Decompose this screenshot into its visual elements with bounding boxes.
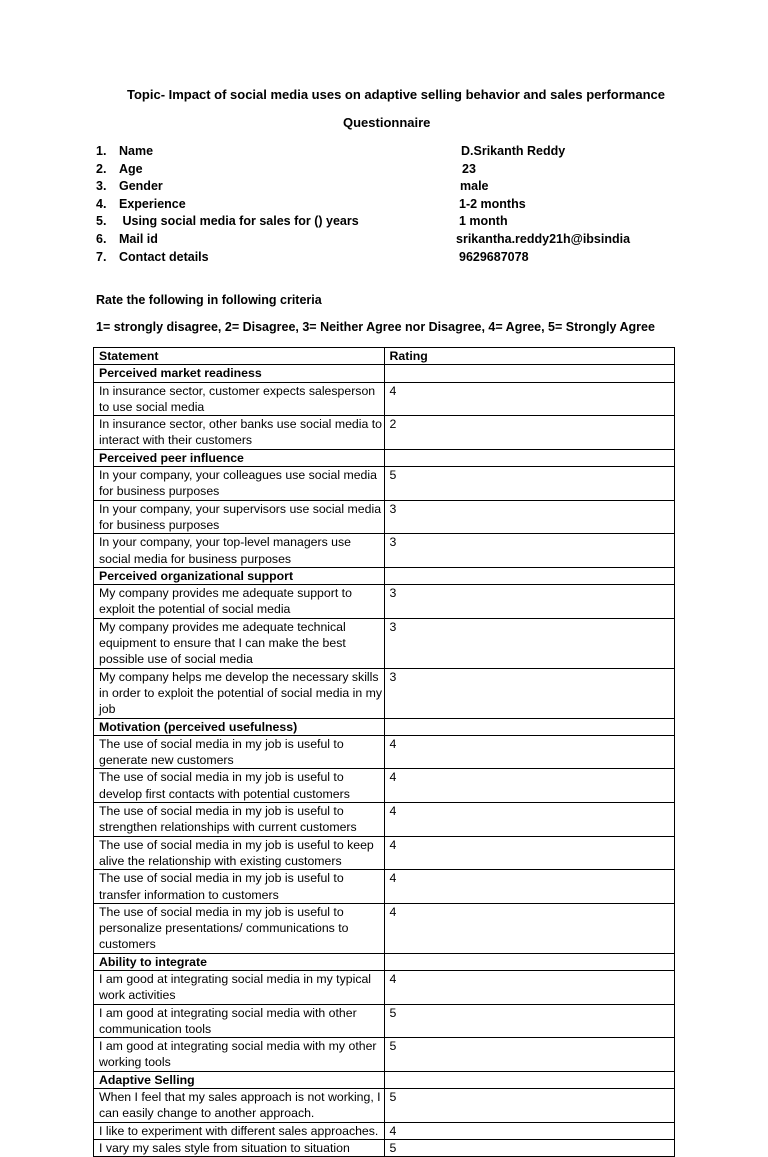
respondent-details — [96, 143, 656, 266]
statement-cell: The use of social media in my job is useful to generate new customers — [94, 735, 385, 769]
table-header-row — [94, 348, 675, 365]
table-row — [94, 870, 675, 904]
table-row — [94, 585, 675, 619]
field-label: Mail id — [119, 231, 158, 246]
section-heading-row — [94, 365, 675, 382]
statement-cell: In your company, your colleagues use social media for business purposes — [94, 467, 385, 501]
table-row — [94, 1004, 675, 1038]
rating-scale-legend: 1= strongly disagree, 2= Disagree, 3= Neither Agree nor Disagree, 4= Agree, 5= Strongly Agree — [96, 320, 655, 334]
statement-cell: The use of social media in my job is useful to strengthen relationships with current customers — [94, 803, 385, 837]
field-label: Contact details — [119, 249, 209, 264]
rating-instruction: Rate the following in following criteria — [96, 293, 322, 307]
field-label: Using social media for sales for () years — [119, 214, 359, 229]
questionnaire-heading: Questionnaire — [343, 115, 431, 130]
statement-cell: I am good at integrating social media in my typical work activities — [94, 970, 385, 1004]
table-row — [94, 836, 675, 870]
respondent-row — [96, 213, 656, 231]
section-heading-row — [94, 953, 675, 970]
rating-cell — [384, 365, 675, 382]
table-row — [94, 735, 675, 769]
rating-cell: 5 — [384, 1004, 675, 1038]
rating-column-header: Rating — [384, 348, 675, 365]
rating-cell: 4 — [384, 1122, 675, 1139]
table-row — [94, 500, 675, 534]
field-label: Experience — [119, 196, 186, 211]
statement-cell: My company helps me develop the necessary skills in order to exploit the potential of social media in my job — [94, 668, 385, 718]
rating-cell: 3 — [384, 534, 675, 568]
survey-table — [93, 347, 675, 1157]
statement-cell: The use of social media in my job is useful to keep alive the relationship with existing customers — [94, 836, 385, 870]
rating-cell: 5 — [384, 1038, 675, 1072]
rating-cell: 4 — [384, 836, 675, 870]
rating-cell: 2 — [384, 416, 675, 450]
table-row — [94, 1122, 675, 1139]
table-row — [94, 803, 675, 837]
section-title: Perceived peer influence — [94, 449, 385, 466]
statement-cell: In insurance sector, other banks use social media to interact with their customers — [94, 416, 385, 450]
statement-cell: When I feel that my sales approach is not working, I can easily change to another approach. — [94, 1089, 385, 1123]
rating-cell: 4 — [384, 735, 675, 769]
rating-cell: 3 — [384, 618, 675, 668]
section-title: Perceived organizational support — [94, 567, 385, 584]
respondent-row — [96, 196, 656, 214]
statement-cell: The use of social media in my job is useful to personalize presentations/ communications to customers — [94, 903, 385, 953]
rating-cell: 4 — [384, 903, 675, 953]
section-heading-row — [94, 1071, 675, 1088]
field-label: Gender — [119, 179, 163, 194]
statement-cell: I am good at integrating social media with other communication tools — [94, 1004, 385, 1038]
section-title: Ability to integrate — [94, 953, 385, 970]
table-row — [94, 382, 675, 416]
table-row — [94, 903, 675, 953]
statement-cell: I like to experiment with different sales approaches. — [94, 1122, 385, 1139]
rating-cell: 4 — [384, 769, 675, 803]
section-heading-row — [94, 718, 675, 735]
field-value: 1-2 months — [459, 196, 526, 211]
table-row — [94, 668, 675, 718]
field-label: Age — [119, 161, 143, 176]
rating-cell: 4 — [384, 970, 675, 1004]
section-title: Motivation (perceived usefulness) — [94, 718, 385, 735]
rating-cell: 3 — [384, 585, 675, 619]
statement-cell: My company provides me adequate support to exploit the potential of social media — [94, 585, 385, 619]
table-row — [94, 618, 675, 668]
statement-cell: The use of social media in my job is useful to develop first contacts with potential customers — [94, 769, 385, 803]
table-row — [94, 1089, 675, 1123]
rating-cell: 5 — [384, 1089, 675, 1123]
respondent-row — [96, 231, 656, 249]
rating-cell: 5 — [384, 467, 675, 501]
table-row — [94, 416, 675, 450]
section-heading-row — [94, 567, 675, 584]
statement-cell: My company provides me adequate technical equipment to ensure that I can make the best possible use of social media — [94, 618, 385, 668]
rating-cell — [384, 567, 675, 584]
field-value: D.Srikanth Reddy — [461, 144, 566, 158]
statement-cell: The use of social media in my job is useful to transfer information to customers — [94, 870, 385, 904]
table-row — [94, 1038, 675, 1072]
respondent-row — [96, 178, 656, 196]
field-value: 1 month — [459, 214, 508, 229]
statement-cell: In your company, your supervisors use social media for business purposes — [94, 500, 385, 534]
rating-cell — [384, 953, 675, 970]
table-row — [94, 1139, 675, 1156]
section-title: Perceived market readiness — [94, 365, 385, 382]
statement-cell: I vary my sales style from situation to situation — [94, 1139, 385, 1156]
rating-cell: 4 — [384, 870, 675, 904]
item-number: 5. — [96, 214, 107, 229]
statement-cell: In your company, your top-level managers use social media for business purposes — [94, 534, 385, 568]
respondent-row — [96, 249, 656, 267]
item-number: 4. — [96, 196, 107, 211]
field-value: male — [460, 179, 489, 194]
rating-cell — [384, 1071, 675, 1088]
respondent-row — [96, 143, 656, 161]
item-number: 3. — [96, 179, 107, 194]
survey-table-body — [94, 365, 675, 1157]
table-row — [94, 534, 675, 568]
rating-cell — [384, 718, 675, 735]
section-title: Adaptive Selling — [94, 1071, 385, 1088]
statement-column-header: Statement — [94, 348, 385, 365]
field-value: 9629687078 — [459, 249, 529, 264]
rating-cell — [384, 449, 675, 466]
field-value: 23 — [462, 161, 476, 176]
document-title: Topic- Impact of social media uses on adaptive selling behavior and sales performance — [127, 87, 665, 102]
statement-cell: In insurance sector, customer expects salesperson to use social media — [94, 382, 385, 416]
rating-cell: 4 — [384, 803, 675, 837]
field-value: srikantha.reddy21h@ibsindia — [456, 231, 631, 246]
item-number: 7. — [96, 249, 107, 264]
rating-cell: 5 — [384, 1139, 675, 1156]
item-number: 1. — [96, 144, 107, 158]
rating-cell: 4 — [384, 382, 675, 416]
rating-cell: 3 — [384, 500, 675, 534]
table-row — [94, 769, 675, 803]
item-number: 2. — [96, 161, 107, 176]
table-row — [94, 467, 675, 501]
rating-cell: 3 — [384, 668, 675, 718]
statement-cell: I am good at integrating social media with my other working tools — [94, 1038, 385, 1072]
table-row — [94, 970, 675, 1004]
section-heading-row — [94, 449, 675, 466]
field-label: Name — [119, 144, 154, 158]
respondent-row — [96, 161, 656, 179]
item-number: 6. — [96, 231, 107, 246]
